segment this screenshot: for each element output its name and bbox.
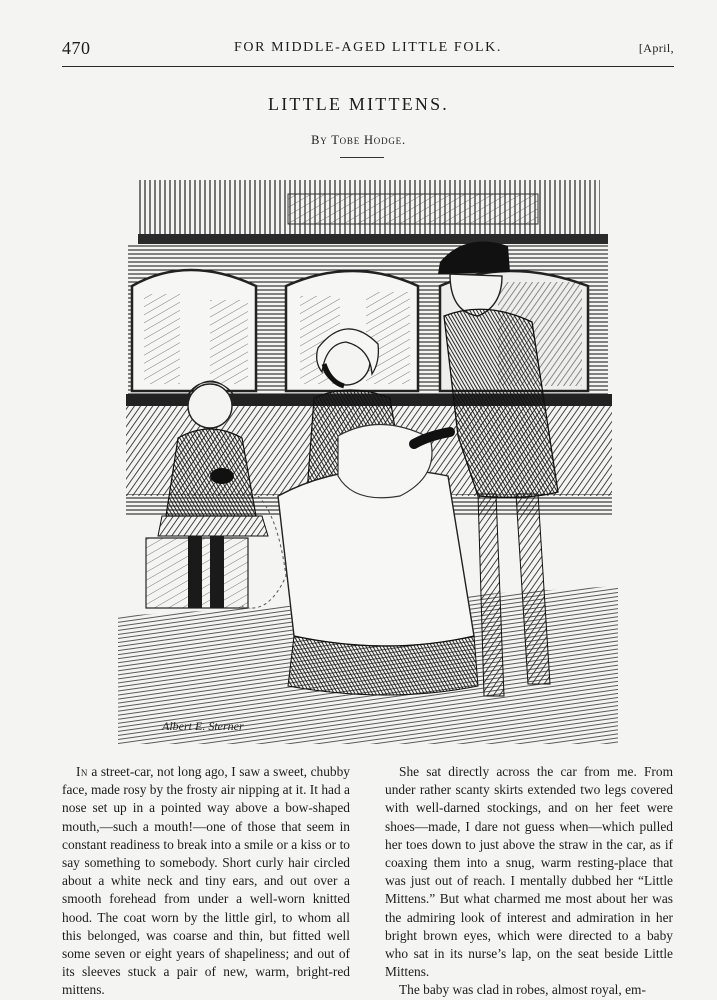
street-building-left: [144, 294, 180, 384]
opening-word: In: [76, 764, 88, 779]
text-column-right: [385, 763, 673, 1000]
byline: By Tobe Hodge.: [311, 133, 406, 147]
paragraph-1-text: a street-car, not long ago, I saw a sweet, chubby face, made rosy by the frosty air nipping at it. It had a nose set up in a pointed way above a bow-shaped mouth,—such a mouth!—one of those that seem in constant readiness to break into a smile or a kiss or to say something to somebody. Short curly hair circled about a white neck and tiny ears, and out over a smooth forehead from under a well-worn knitted hood. The coat worn by the little girl, to whom all this belonged, was coarse and thin, but fitted well some seven or eight years of shapeliness; and out of its sleeves stuck a pair of new, warm, bright-red mittens.: [62, 764, 350, 998]
page-number: 470: [62, 38, 91, 58]
engraving-illustration: [118, 176, 618, 744]
header-rule: [62, 66, 674, 67]
text-column-left: [62, 763, 350, 1000]
car-ceiling-beam: [138, 234, 608, 244]
article-title: LITTLE MITTENS.: [268, 94, 449, 114]
artist-signature: Albert E. Sterner: [162, 719, 244, 733]
running-month: [April,: [638, 41, 674, 55]
running-head: [62, 36, 674, 62]
street-car-scene: [118, 176, 618, 744]
paragraph-1: [62, 763, 350, 1000]
car-advert-panel: [288, 194, 538, 224]
paragraph-3: The baby was clad in robes, almost royal, em-: [399, 982, 646, 998]
paragraph-2: She sat directly across the car from me. From under rather scanty skirts extended two legs covered with well-darned stockings, and on her feet were shoes—made, I dare not guess when—which pulled her toes down to just above the straw in the car, as if coaxing them into a snug, warm resting-place that was just out of reach. I mentally dubbed her “Little Mittens.” But what charmed me most about her was the admiring look of interest and admiration in her bright brown eyes, which were directed to a baby who sat in its nurse’s lap, on the seat beside Little Mittens.: [385, 764, 673, 980]
running-title: FOR MIDDLE-AGED LITTLE FOLK.: [234, 40, 502, 55]
street-building-left-2: [210, 300, 248, 384]
byline-rule: [340, 157, 384, 158]
